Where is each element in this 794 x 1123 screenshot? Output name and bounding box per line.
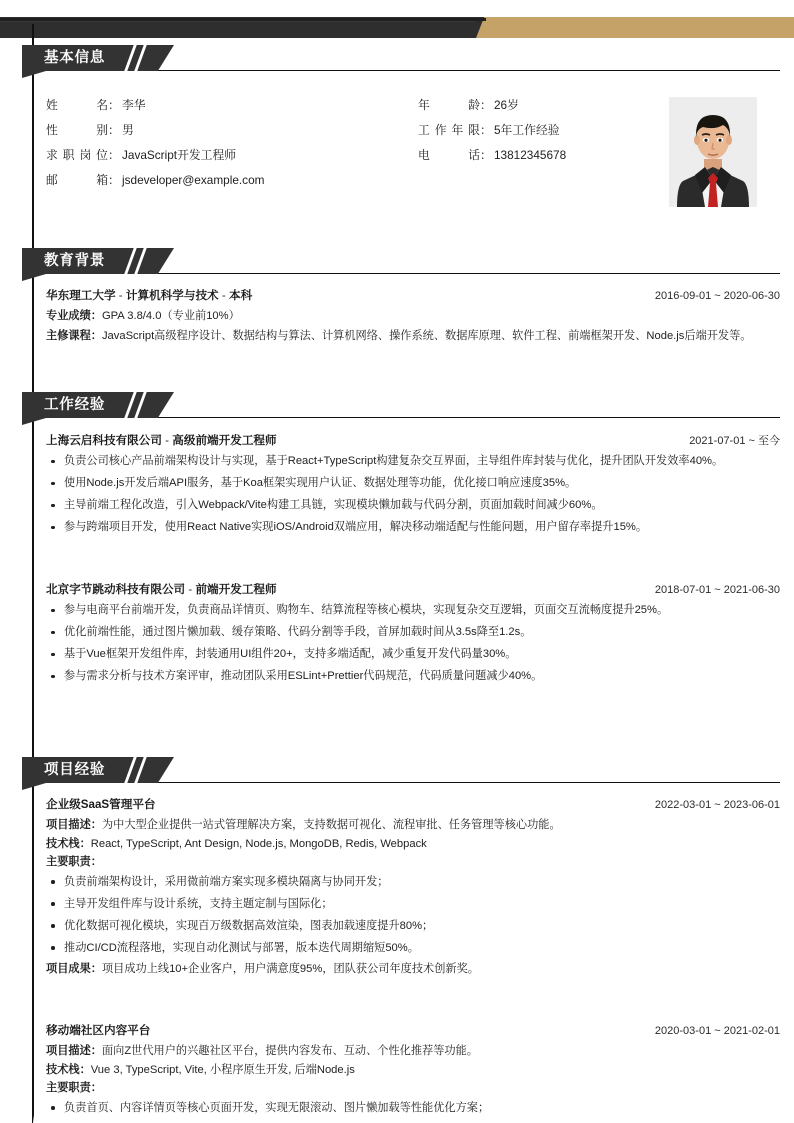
project-desc-value: 面向Z世代用户的兴趣社区平台，提供内容发布、互动、个性化推荐等功能。 <box>101 1045 478 1057</box>
major-name: 计算机科学与技术 <box>125 289 219 302</box>
list-item: 负责首页、内容详情页等核心页面开发，实现无限滚动、图片懒加载等性能优化方案； <box>46 1100 780 1117</box>
info-row-position <box>46 146 416 171</box>
project-date-range: 2022-03-01 ~ 2023-06-01 <box>654 799 780 811</box>
section-header-projects <box>0 757 794 787</box>
project-result-label: 项目成果： <box>46 962 102 975</box>
project-stack-line <box>46 1062 780 1080</box>
info-row-phone <box>418 146 668 171</box>
project-stack-line <box>46 836 780 854</box>
work-body-2 <box>46 581 780 690</box>
info-colon: ： <box>480 98 492 112</box>
badge-tail-projects <box>22 783 46 790</box>
work-entry-header <box>46 581 780 597</box>
work-entry-title: 北京字节跳动科技有限公司 - 前端开发工程师 <box>46 583 277 596</box>
section-title-projects: 项目经验 <box>44 762 106 778</box>
section-header-education <box>0 248 794 278</box>
section-rule-education <box>146 273 780 275</box>
basic-info-left-column <box>46 96 416 196</box>
list-item: 主导开发组件库与设计系统，支持主题定制与国际化； <box>46 896 780 913</box>
basic-info-right-column <box>418 96 668 171</box>
section-projects <box>0 757 794 787</box>
education-date-range: 2016-09-01 ~ 2020-06-30 <box>654 290 780 302</box>
education-courses-value: JavaScript高级程序设计、数据结构与算法、计算机网络、操作系统、数据库原理、软件工程、前端框架开发、Node.js后端开发等。 <box>101 329 752 342</box>
school-name: 华东理工大学 <box>46 289 116 302</box>
project-desc-line <box>46 817 780 835</box>
project-stack-value: Vue 3, TypeScript, Vite, 小程序原生开发, 后端Node.js <box>90 1063 355 1076</box>
work-body-1 <box>46 432 780 541</box>
project-bullet-list <box>46 874 780 957</box>
section-basic-info <box>0 45 794 75</box>
section-title-education: 教育背景 <box>44 253 106 269</box>
info-label-phone: 电 话 <box>418 148 480 162</box>
list-item: 负责公司核心产品前端架构设计与实现，基于React+TypeScript构建复杂交互界面，主导组件库封装与优化，提升团队开发效率40%。 <box>46 453 780 470</box>
section-title-work: 工作经验 <box>44 397 106 413</box>
work-bullet-list <box>46 453 780 536</box>
info-label-position: 求 职 岗 位 <box>46 148 108 162</box>
info-colon: ： <box>108 123 120 137</box>
education-gpa-label: 专业成绩： <box>46 310 102 322</box>
project-result-value: 项目成功上线10+企业客户，用户满意度95%，团队获公司年度技术创新奖。 <box>101 962 479 975</box>
section-header-work <box>0 392 794 422</box>
info-row-gender <box>46 121 416 146</box>
section-rule-work <box>146 417 780 419</box>
project-desc-label: 项目描述： <box>46 1045 102 1057</box>
project-name: 移动端社区内容平台 <box>46 1024 151 1037</box>
section-title-basic: 基本信息 <box>44 50 106 66</box>
list-item: 参与需求分析与技术方案评审，推动团队采用ESLint+Prettier代码规范，代码质量问题减少40%。 <box>46 668 780 685</box>
section-rule-projects <box>146 782 780 784</box>
work-entry-title: 上海云启科技有限公司 - 高级前端开发工程师 <box>46 434 277 447</box>
education-gpa-value: GPA 3.8/4.0（专业前10%） <box>101 310 240 322</box>
section-education <box>0 248 794 278</box>
project-duty-label: 主要职责： <box>46 1082 102 1094</box>
education-gpa-line <box>46 308 780 326</box>
info-colon: ： <box>480 123 492 137</box>
badge-tail-education <box>22 274 46 281</box>
info-value-email: jsdeveloper@example.com <box>122 173 265 187</box>
project-duty-label-line <box>46 1080 780 1098</box>
badge-tail-work <box>22 418 46 425</box>
project-bullet-list <box>46 1100 780 1117</box>
company-name: 上海云启科技有限公司 <box>46 434 162 447</box>
info-value-gender: 男 <box>122 123 134 137</box>
info-row-experience <box>418 121 668 146</box>
info-value-experience: 5年工作经验 <box>494 123 560 137</box>
info-label-gender: 性 别 <box>46 123 108 137</box>
project-result-line <box>46 961 780 979</box>
project-desc-label: 项目描述： <box>46 819 102 831</box>
list-item: 优化前端性能，通过图片懒加载、缓存策略、代码分割等手段，首屏加载时间从3.5s降至1.2s。 <box>46 624 780 641</box>
info-colon: ： <box>108 148 120 162</box>
info-value-phone: 13812345678 <box>494 148 567 162</box>
education-courses-label: 主修课程： <box>46 329 102 342</box>
project-entry-header <box>46 1022 780 1038</box>
badge-tail-basic <box>22 71 46 78</box>
work-date-range: 2021-07-01 ~ 至今 <box>689 435 780 447</box>
avatar <box>669 97 757 207</box>
project-entry-header <box>46 796 780 812</box>
project-stack-value: React, TypeScript, Ant Design, Node.js, MongoDB, Redis, Webpack <box>90 837 427 850</box>
info-row-age <box>418 96 668 121</box>
info-label-email: 邮 箱 <box>46 173 108 187</box>
info-colon: ： <box>108 173 120 187</box>
project-date-range: 2020-03-01 ~ 2021-02-01 <box>654 1025 780 1037</box>
work-entry-header <box>46 432 780 448</box>
work-bullet-list <box>46 602 780 685</box>
list-item: 基于Vue框架开发组件库，封装通用UI组件20+，支持多端适配，减少重复开发代码量30%。 <box>46 646 780 663</box>
info-value-age: 26岁 <box>494 98 519 112</box>
project-body-2 <box>46 1022 780 1122</box>
page-bottom-cutoff <box>33 1115 794 1123</box>
education-courses-line <box>46 327 780 346</box>
list-item: 参与跨端项目开发，使用React Native实现iOS/Android双端应用，解决移动端适配与性能问题，用户留存率提升15%。 <box>46 519 780 536</box>
project-stack-label: 技术栈： <box>46 837 91 850</box>
project-body-1 <box>46 796 780 979</box>
list-item: 主导前端工程化改造，引入Webpack/Vite构建工具链，实现模块懒加载与代码分割，页面加载时间减少60%。 <box>46 497 780 514</box>
info-label-age: 年 龄 <box>418 98 480 112</box>
list-item: 优化数据可视化模块，实现百万级数据高效渲染，图表加载速度提升80%； <box>46 918 780 935</box>
section-rule-basic <box>146 70 780 72</box>
project-stack-label: 技术栈： <box>46 1063 91 1076</box>
project-desc-line <box>46 1043 780 1061</box>
info-row-name <box>46 96 416 121</box>
degree-name: 本科 <box>228 289 253 302</box>
info-colon: ： <box>108 98 120 112</box>
education-entry-header <box>46 287 780 303</box>
info-value-name: 李华 <box>122 98 146 112</box>
list-item: 使用Node.js开发后端API服务，基于Koa框架实现用户认证、数据处理等功能，优化接口响应速度35%。 <box>46 475 780 492</box>
project-name: 企业级SaaS管理平台 <box>46 798 156 811</box>
education-body <box>46 287 780 347</box>
banner-gold-stripe <box>476 17 794 38</box>
info-value-position: JavaScript开发工程师 <box>122 148 237 162</box>
info-row-email <box>46 171 416 196</box>
banner-hairline <box>0 21 475 22</box>
project-duty-label: 主要职责： <box>46 856 102 868</box>
left-vertical-spine <box>32 24 34 1123</box>
portrait-photo-icon <box>669 97 757 207</box>
info-colon: ： <box>480 148 492 162</box>
job-title: 高级前端开发工程师 <box>172 434 277 447</box>
section-header-basic <box>0 45 794 75</box>
info-label-experience: 工 作 年 限 <box>418 123 480 137</box>
work-date-range: 2018-07-01 ~ 2021-06-30 <box>654 584 780 596</box>
job-title: 前端开发工程师 <box>195 583 277 596</box>
list-item: 参与电商平台前端开发，负责商品详情页、购物车、结算流程等核心模块，实现复杂交互逻辑，页面交互流畅度提升25%。 <box>46 602 780 619</box>
section-work <box>0 392 794 422</box>
info-label-name: 姓 名 <box>46 98 108 112</box>
list-item: 负责前端架构设计，采用微前端方案实现多模块隔离与协同开发； <box>46 874 780 891</box>
project-desc-value: 为中大型企业提供一站式管理解决方案，支持数据可视化、流程审批、任务管理等核心功能。 <box>101 819 561 831</box>
education-entry-title: 华东理工大学 - 计算机科学与技术 - 本科 <box>46 289 253 302</box>
project-duty-label-line <box>46 854 780 872</box>
company-name: 北京字节跳动科技有限公司 <box>46 583 186 596</box>
list-item: 推动CI/CD流程落地，实现自动化测试与部署，版本迭代周期缩短50%。 <box>46 940 780 957</box>
